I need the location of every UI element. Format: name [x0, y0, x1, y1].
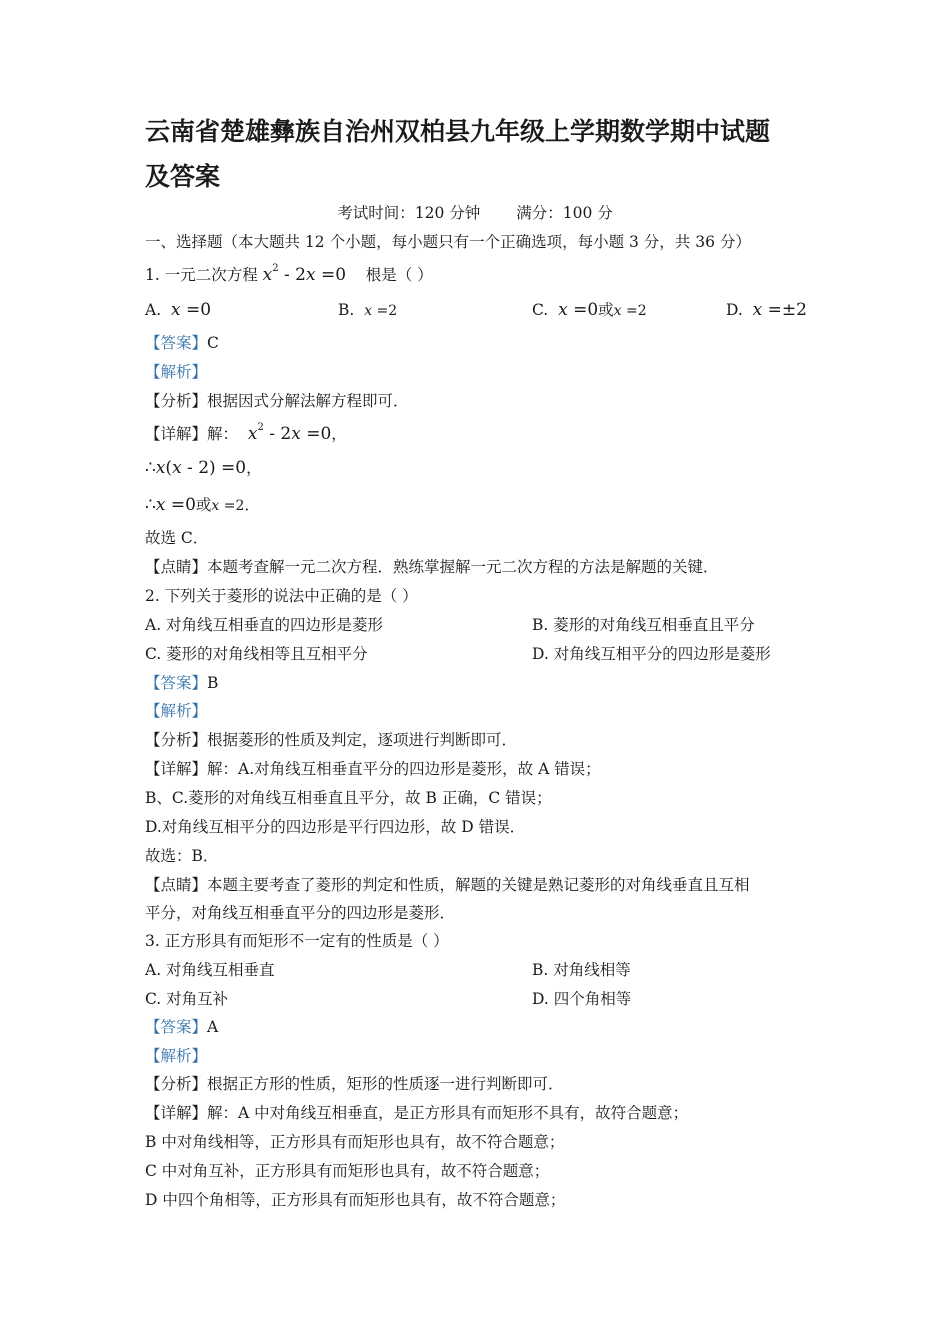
- q1-option-c: C. x =0或x =2: [532, 300, 647, 320]
- q2-detail-line2: B、C.菱形的对角线互相垂直且平分，故 B 正确，C 错误；: [145, 789, 552, 807]
- q1-stem: 1. 一元二次方程 $x^2 - 2x =0$ 根是（ ）: [145, 263, 433, 285]
- q1-analysis-label: 【解析】: [145, 363, 208, 381]
- q2-fenxi: 【分析】根据菱形的性质及判定，逐项进行判断即可．: [145, 731, 518, 749]
- q2-option-b: B. 菱形的对角线互相垂直且平分: [532, 616, 755, 634]
- exam-info: [0, 202, 950, 224]
- q1-fenxi: 【分析】根据因式分解法解方程即可．: [145, 392, 409, 410]
- q1-detail: 【详解】解： $x^2 - 2x =0$，: [145, 422, 347, 444]
- q1-option-d: D. x =±2: [726, 300, 807, 320]
- q3-option-b: B. 对角线相等: [532, 961, 631, 979]
- q1-choose: 故选 C．: [145, 529, 209, 547]
- q3-answer: 【答案】A: [145, 1018, 219, 1036]
- q2-dianjing: 【点睛】本题主要考查了菱形的判定和性质，解题的关键是熟记菱形的对角线垂直且互相: [145, 876, 750, 894]
- full-score: 满分：100 分: [516, 204, 613, 222]
- section-heading: 一、选择题（本大题共 12 个小题，每小题只有一个正确选项，每小题 3 分，共 36 分）: [145, 233, 751, 251]
- q3-analysis-label: 【解析】: [145, 1047, 208, 1065]
- q3-option-d: D. 四个角相等: [532, 990, 632, 1008]
- q1-equation: $x^2 - 2x =0$: [262, 263, 347, 285]
- q2-detail: 【详解】解：A.对角线互相垂直平分的四边形是菱形，故 A 错误；: [145, 760, 601, 778]
- q2-detail-line3: D.对角线互相平分的四边形是平行四边形，故 D 错误．: [145, 818, 526, 836]
- q2-option-a: A. 对角线互相垂直的四边形是菱形: [145, 616, 384, 634]
- q3-option-a: A. 对角线互相垂直: [145, 961, 275, 979]
- q1-option-a: A. x =0: [145, 300, 212, 320]
- doc-title-line2: 及答案: [145, 162, 221, 191]
- q3-detail-line3: C 中对角互补，正方形具有而矩形也具有，故不符合题意；: [145, 1162, 550, 1180]
- q3-detail-line2: B 中对角线相等，正方形具有而矩形也具有，故不符合题意；: [145, 1133, 565, 1151]
- q3-detail: 【详解】解：A 中对角线互相垂直，是正方形具有而矩形不具有，故符合题意；: [145, 1104, 689, 1122]
- q2-dianjing-line2: 平分，对角线互相垂直平分的四边形是菱形．: [145, 904, 456, 922]
- q3-fenxi: 【分析】根据正方形的性质，矩形的性质逐一进行判断即可．: [145, 1075, 564, 1093]
- q1-dianjing: 【点睛】本题考查解一元二次方程．熟练掌握解一元二次方程的方法是解题的关键．: [145, 558, 719, 576]
- q2-option-d: D. 对角线互相平分的四边形是菱形: [532, 645, 771, 663]
- q1-step2: ∴x =0或x =2．: [145, 495, 260, 515]
- q2-answer: 【答案】B: [145, 674, 219, 692]
- q1-step1: ∴x(x - 2) =0，: [145, 458, 262, 478]
- q2-analysis-label: 【解析】: [145, 702, 208, 720]
- q1-answer: 【答案】C: [145, 334, 219, 352]
- exam-time: 考试时间：120 分钟: [337, 204, 481, 222]
- q2-stem: 2. 下列关于菱形的说法中正确的是（ ）: [145, 587, 418, 605]
- q1-option-b: B. x =2: [338, 301, 398, 319]
- q2-option-c: C. 菱形的对角线相等且互相平分: [145, 645, 368, 663]
- q3-option-c: C. 对角互补: [145, 990, 229, 1008]
- q3-stem: 3. 正方形具有而矩形不一定有的性质是（ ）: [145, 932, 449, 950]
- q2-choose: 故选：B．: [145, 847, 219, 865]
- doc-title-line1: 云南省楚雄彝族自治州双柏县九年级上学期数学期中试题: [145, 117, 771, 146]
- q3-detail-line4: D 中四个角相等，正方形具有而矩形也具有，故不符合题意；: [145, 1191, 566, 1209]
